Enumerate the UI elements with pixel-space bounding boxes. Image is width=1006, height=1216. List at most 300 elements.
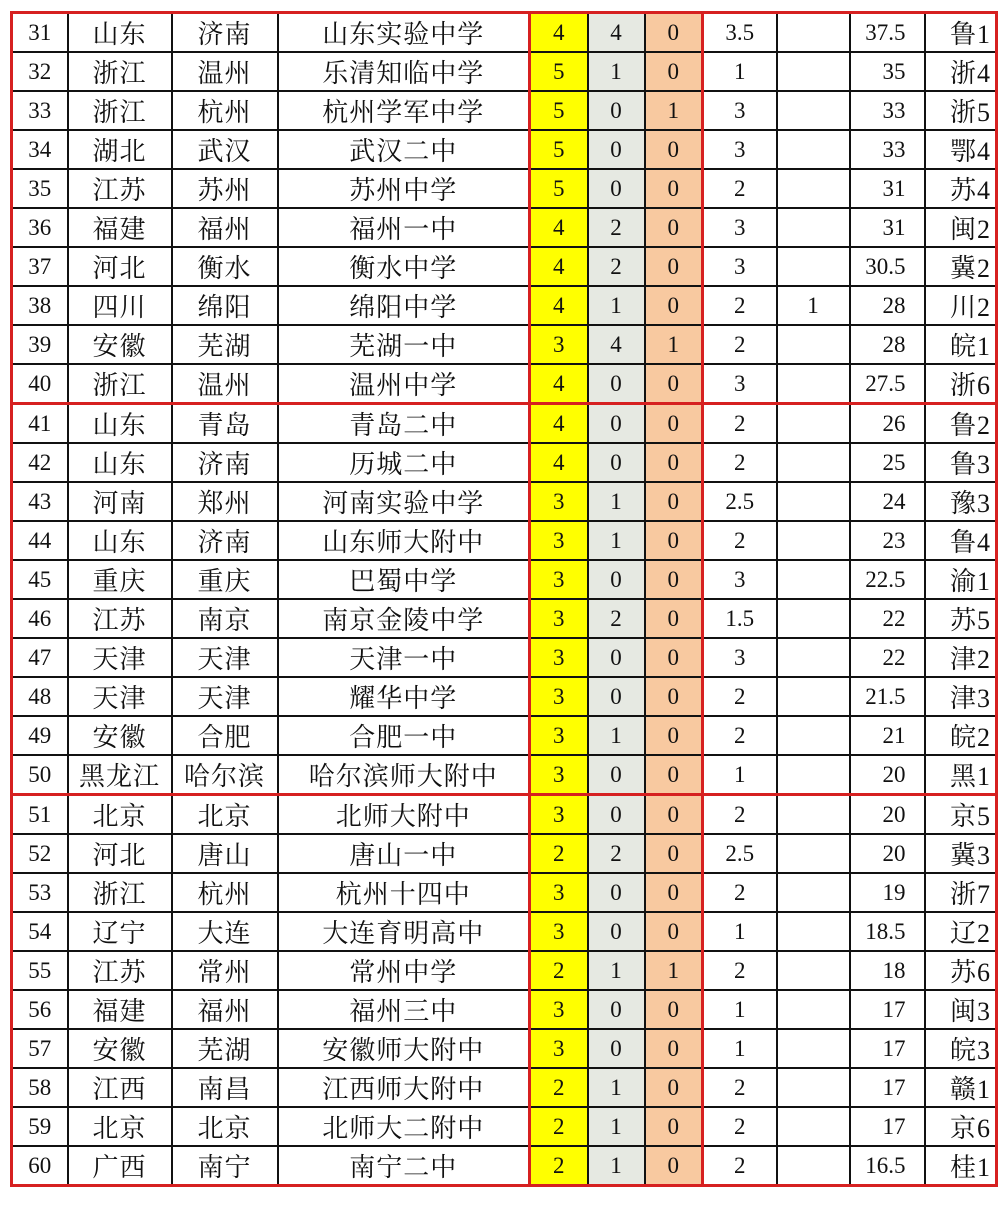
cell-col-gold: 3 xyxy=(530,560,588,599)
cell-col-silver: 4 xyxy=(588,325,645,364)
cell-rank: 58 xyxy=(12,1068,68,1107)
cell-province: 安徽 xyxy=(68,325,172,364)
cell-col-gold: 5 xyxy=(530,91,588,130)
cell-city: 济南 xyxy=(172,13,278,53)
cell-score: 17 xyxy=(850,1029,925,1068)
cell-col-extra-2 xyxy=(777,13,850,53)
cell-rank: 35 xyxy=(12,169,68,208)
cell-province: 江西 xyxy=(68,1068,172,1107)
cell-col-gold: 5 xyxy=(530,52,588,91)
cell-rank: 55 xyxy=(12,951,68,990)
cell-city: 杭州 xyxy=(172,91,278,130)
table-row xyxy=(12,755,997,795)
cell-code: 冀2 xyxy=(925,247,997,286)
cell-score: 20 xyxy=(850,795,925,835)
cell-col-extra-1: 1 xyxy=(703,990,777,1029)
cell-col-silver: 0 xyxy=(588,873,645,912)
cell-city: 武汉 xyxy=(172,130,278,169)
cell-col-silver: 0 xyxy=(588,638,645,677)
cell-province: 江苏 xyxy=(68,599,172,638)
cell-city: 天津 xyxy=(172,638,278,677)
cell-rank: 50 xyxy=(12,755,68,795)
cell-rank: 51 xyxy=(12,795,68,835)
cell-province: 福建 xyxy=(68,990,172,1029)
cell-code: 津3 xyxy=(925,677,997,716)
cell-code: 桂1 xyxy=(925,1146,997,1186)
cell-city: 芜湖 xyxy=(172,1029,278,1068)
cell-col-gold: 3 xyxy=(530,873,588,912)
cell-col-gold: 3 xyxy=(530,638,588,677)
cell-score: 22.5 xyxy=(850,560,925,599)
cell-col-extra-2 xyxy=(777,795,850,835)
cell-rank: 39 xyxy=(12,325,68,364)
cell-code: 京6 xyxy=(925,1107,997,1146)
cell-col-extra-2 xyxy=(777,364,850,404)
table-row xyxy=(12,1107,997,1146)
cell-rank: 33 xyxy=(12,91,68,130)
cell-city: 北京 xyxy=(172,795,278,835)
cell-score: 20 xyxy=(850,755,925,795)
cell-col-extra-1: 2 xyxy=(703,795,777,835)
cell-col-extra-1: 1.5 xyxy=(703,599,777,638)
cell-col-extra-2 xyxy=(777,873,850,912)
cell-col-extra-1: 3 xyxy=(703,247,777,286)
cell-col-silver: 0 xyxy=(588,130,645,169)
cell-col-extra-2 xyxy=(777,247,850,286)
cell-school: 河南实验中学 xyxy=(278,482,530,521)
cell-col-extra-1: 3 xyxy=(703,638,777,677)
cell-col-silver: 0 xyxy=(588,91,645,130)
cell-col-bronze: 0 xyxy=(645,13,703,53)
cell-col-extra-1: 2 xyxy=(703,951,777,990)
cell-score: 20 xyxy=(850,834,925,873)
cell-province: 山东 xyxy=(68,521,172,560)
cell-col-gold: 3 xyxy=(530,795,588,835)
cell-province: 浙江 xyxy=(68,52,172,91)
cell-code: 闽3 xyxy=(925,990,997,1029)
cell-score: 33 xyxy=(850,130,925,169)
cell-code: 皖1 xyxy=(925,325,997,364)
cell-col-bronze: 0 xyxy=(645,1107,703,1146)
cell-school: 武汉二中 xyxy=(278,130,530,169)
cell-col-silver: 2 xyxy=(588,834,645,873)
cell-score: 28 xyxy=(850,325,925,364)
cell-col-extra-2 xyxy=(777,755,850,795)
cell-school: 南宁二中 xyxy=(278,1146,530,1186)
table-row xyxy=(12,951,997,990)
table-row xyxy=(12,443,997,482)
cell-col-bronze: 0 xyxy=(645,873,703,912)
cell-city: 青岛 xyxy=(172,404,278,444)
cell-col-extra-2 xyxy=(777,521,850,560)
cell-col-silver: 2 xyxy=(588,208,645,247)
cell-rank: 38 xyxy=(12,286,68,325)
cell-col-extra-2 xyxy=(777,677,850,716)
table-row xyxy=(12,599,997,638)
cell-province: 山东 xyxy=(68,13,172,53)
cell-code: 鲁2 xyxy=(925,404,997,444)
cell-score: 22 xyxy=(850,599,925,638)
cell-rank: 49 xyxy=(12,716,68,755)
cell-col-extra-1: 2 xyxy=(703,677,777,716)
cell-col-bronze: 0 xyxy=(645,364,703,404)
cell-rank: 47 xyxy=(12,638,68,677)
cell-col-gold: 3 xyxy=(530,599,588,638)
cell-score: 35 xyxy=(850,52,925,91)
cell-province: 北京 xyxy=(68,795,172,835)
cell-school: 唐山一中 xyxy=(278,834,530,873)
cell-col-silver: 0 xyxy=(588,443,645,482)
cell-province: 浙江 xyxy=(68,873,172,912)
cell-col-extra-1: 1 xyxy=(703,1029,777,1068)
cell-school: 北师大附中 xyxy=(278,795,530,835)
cell-rank: 41 xyxy=(12,404,68,444)
cell-school: 山东实验中学 xyxy=(278,13,530,53)
cell-province: 福建 xyxy=(68,208,172,247)
cell-col-bronze: 0 xyxy=(645,208,703,247)
cell-score: 37.5 xyxy=(850,13,925,53)
cell-city: 南昌 xyxy=(172,1068,278,1107)
cell-col-gold: 4 xyxy=(530,247,588,286)
table-row xyxy=(12,364,997,404)
cell-col-gold: 3 xyxy=(530,755,588,795)
table-row xyxy=(12,677,997,716)
cell-col-bronze: 0 xyxy=(645,52,703,91)
cell-code: 豫3 xyxy=(925,482,997,521)
table-row xyxy=(12,716,997,755)
cell-score: 17 xyxy=(850,1107,925,1146)
table-row xyxy=(12,52,997,91)
cell-city: 衡水 xyxy=(172,247,278,286)
cell-col-silver: 1 xyxy=(588,286,645,325)
cell-col-gold: 4 xyxy=(530,208,588,247)
cell-col-silver: 0 xyxy=(588,404,645,444)
cell-code: 皖3 xyxy=(925,1029,997,1068)
cell-school: 山东师大附中 xyxy=(278,521,530,560)
cell-col-bronze: 0 xyxy=(645,286,703,325)
cell-province: 河南 xyxy=(68,482,172,521)
cell-col-silver: 0 xyxy=(588,1029,645,1068)
cell-col-bronze: 0 xyxy=(645,990,703,1029)
cell-city: 北京 xyxy=(172,1107,278,1146)
cell-province: 重庆 xyxy=(68,560,172,599)
cell-rank: 45 xyxy=(12,560,68,599)
cell-col-extra-2 xyxy=(777,560,850,599)
cell-col-gold: 4 xyxy=(530,443,588,482)
table-body xyxy=(12,13,997,1186)
cell-rank: 34 xyxy=(12,130,68,169)
cell-school: 巴蜀中学 xyxy=(278,560,530,599)
cell-col-gold: 4 xyxy=(530,286,588,325)
cell-rank: 36 xyxy=(12,208,68,247)
table-row xyxy=(12,1029,997,1068)
cell-code: 浙5 xyxy=(925,91,997,130)
cell-col-bronze: 0 xyxy=(645,677,703,716)
cell-code: 鄂4 xyxy=(925,130,997,169)
cell-col-silver: 0 xyxy=(588,677,645,716)
cell-school: 芜湖一中 xyxy=(278,325,530,364)
cell-score: 21 xyxy=(850,716,925,755)
cell-col-extra-1: 2 xyxy=(703,716,777,755)
cell-rank: 54 xyxy=(12,912,68,951)
cell-province: 天津 xyxy=(68,638,172,677)
cell-col-gold: 4 xyxy=(530,364,588,404)
cell-province: 北京 xyxy=(68,1107,172,1146)
school-ranking-table xyxy=(10,11,998,1187)
cell-school: 南京金陵中学 xyxy=(278,599,530,638)
cell-score: 24 xyxy=(850,482,925,521)
cell-col-bronze: 0 xyxy=(645,560,703,599)
cell-school: 福州三中 xyxy=(278,990,530,1029)
cell-rank: 44 xyxy=(12,521,68,560)
cell-col-bronze: 0 xyxy=(645,482,703,521)
cell-school: 杭州学军中学 xyxy=(278,91,530,130)
cell-col-extra-2 xyxy=(777,1029,850,1068)
cell-province: 江苏 xyxy=(68,169,172,208)
cell-col-gold: 3 xyxy=(530,325,588,364)
cell-col-extra-1: 2 xyxy=(703,1107,777,1146)
cell-col-silver: 1 xyxy=(588,1146,645,1186)
cell-col-silver: 1 xyxy=(588,521,645,560)
cell-city: 唐山 xyxy=(172,834,278,873)
cell-col-gold: 3 xyxy=(530,677,588,716)
cell-col-extra-1: 2 xyxy=(703,1068,777,1107)
cell-col-extra-2 xyxy=(777,716,850,755)
cell-school: 绵阳中学 xyxy=(278,286,530,325)
cell-col-extra-1: 1 xyxy=(703,755,777,795)
cell-col-gold: 5 xyxy=(530,130,588,169)
table-row xyxy=(12,560,997,599)
cell-school: 常州中学 xyxy=(278,951,530,990)
cell-code: 鲁3 xyxy=(925,443,997,482)
cell-code: 津2 xyxy=(925,638,997,677)
cell-col-extra-2 xyxy=(777,482,850,521)
cell-col-extra-1: 2 xyxy=(703,169,777,208)
cell-col-silver: 2 xyxy=(588,599,645,638)
cell-code: 苏6 xyxy=(925,951,997,990)
cell-code: 鲁1 xyxy=(925,13,997,53)
cell-col-bronze: 0 xyxy=(645,521,703,560)
cell-city: 南京 xyxy=(172,599,278,638)
cell-col-silver: 0 xyxy=(588,990,645,1029)
cell-score: 17 xyxy=(850,990,925,1029)
cell-school: 福州一中 xyxy=(278,208,530,247)
table-row xyxy=(12,404,997,444)
cell-score: 31 xyxy=(850,208,925,247)
cell-code: 黑1 xyxy=(925,755,997,795)
cell-col-bronze: 0 xyxy=(645,599,703,638)
cell-rank: 32 xyxy=(12,52,68,91)
table-row xyxy=(12,482,997,521)
cell-col-gold: 2 xyxy=(530,834,588,873)
cell-rank: 60 xyxy=(12,1146,68,1186)
cell-city: 合肥 xyxy=(172,716,278,755)
cell-col-bronze: 1 xyxy=(645,325,703,364)
cell-col-gold: 3 xyxy=(530,716,588,755)
cell-score: 30.5 xyxy=(850,247,925,286)
cell-col-extra-1: 1 xyxy=(703,912,777,951)
table-row xyxy=(12,286,997,325)
cell-province: 黑龙江 xyxy=(68,755,172,795)
cell-col-extra-1: 3 xyxy=(703,208,777,247)
cell-col-extra-1: 3.5 xyxy=(703,13,777,53)
cell-col-silver: 1 xyxy=(588,482,645,521)
cell-col-silver: 1 xyxy=(588,1107,645,1146)
table-row xyxy=(12,208,997,247)
cell-col-bronze: 0 xyxy=(645,1029,703,1068)
cell-school: 苏州中学 xyxy=(278,169,530,208)
cell-col-silver: 0 xyxy=(588,364,645,404)
cell-col-extra-2 xyxy=(777,1146,850,1186)
cell-col-bronze: 0 xyxy=(645,169,703,208)
cell-school: 耀华中学 xyxy=(278,677,530,716)
cell-col-silver: 0 xyxy=(588,912,645,951)
cell-col-extra-2 xyxy=(777,638,850,677)
cell-score: 27.5 xyxy=(850,364,925,404)
cell-col-gold: 5 xyxy=(530,169,588,208)
cell-col-extra-1: 3 xyxy=(703,130,777,169)
table-row xyxy=(12,834,997,873)
cell-col-silver: 0 xyxy=(588,169,645,208)
cell-code: 浙4 xyxy=(925,52,997,91)
cell-school: 青岛二中 xyxy=(278,404,530,444)
cell-province: 山东 xyxy=(68,404,172,444)
cell-col-bronze: 0 xyxy=(645,247,703,286)
cell-province: 山东 xyxy=(68,443,172,482)
cell-col-bronze: 0 xyxy=(645,755,703,795)
cell-col-gold: 2 xyxy=(530,1068,588,1107)
cell-col-extra-1: 2 xyxy=(703,325,777,364)
cell-province: 辽宁 xyxy=(68,912,172,951)
cell-city: 温州 xyxy=(172,52,278,91)
cell-school: 温州中学 xyxy=(278,364,530,404)
cell-score: 22 xyxy=(850,638,925,677)
cell-school: 天津一中 xyxy=(278,638,530,677)
cell-province: 浙江 xyxy=(68,91,172,130)
table-row xyxy=(12,13,997,53)
cell-score: 17 xyxy=(850,1068,925,1107)
cell-col-extra-1: 3 xyxy=(703,91,777,130)
cell-province: 河北 xyxy=(68,834,172,873)
table-row xyxy=(12,521,997,560)
cell-code: 闽2 xyxy=(925,208,997,247)
cell-city: 济南 xyxy=(172,443,278,482)
cell-rank: 48 xyxy=(12,677,68,716)
cell-col-gold: 3 xyxy=(530,482,588,521)
cell-rank: 37 xyxy=(12,247,68,286)
cell-col-bronze: 0 xyxy=(645,716,703,755)
cell-col-silver: 0 xyxy=(588,755,645,795)
cell-col-extra-2: 1 xyxy=(777,286,850,325)
cell-col-silver: 2 xyxy=(588,247,645,286)
table-row xyxy=(12,325,997,364)
cell-col-extra-1: 3 xyxy=(703,364,777,404)
cell-col-extra-2 xyxy=(777,169,850,208)
cell-school: 哈尔滨师大附中 xyxy=(278,755,530,795)
cell-col-bronze: 0 xyxy=(645,1068,703,1107)
cell-col-silver: 1 xyxy=(588,716,645,755)
cell-school: 衡水中学 xyxy=(278,247,530,286)
cell-code: 辽2 xyxy=(925,912,997,951)
table-row xyxy=(12,247,997,286)
cell-col-gold: 4 xyxy=(530,13,588,53)
cell-col-extra-2 xyxy=(777,912,850,951)
cell-school: 大连育明高中 xyxy=(278,912,530,951)
cell-col-gold: 4 xyxy=(530,404,588,444)
cell-province: 湖北 xyxy=(68,130,172,169)
cell-col-silver: 1 xyxy=(588,52,645,91)
cell-col-extra-1: 2 xyxy=(703,286,777,325)
cell-col-gold: 3 xyxy=(530,912,588,951)
cell-score: 18 xyxy=(850,951,925,990)
cell-school: 江西师大附中 xyxy=(278,1068,530,1107)
cell-code: 苏4 xyxy=(925,169,997,208)
table-row xyxy=(12,1068,997,1107)
cell-col-extra-1: 2 xyxy=(703,1146,777,1186)
cell-score: 16.5 xyxy=(850,1146,925,1186)
cell-col-bronze: 0 xyxy=(645,638,703,677)
cell-col-silver: 4 xyxy=(588,13,645,53)
cell-rank: 57 xyxy=(12,1029,68,1068)
cell-province: 河北 xyxy=(68,247,172,286)
cell-score: 23 xyxy=(850,521,925,560)
cell-city: 天津 xyxy=(172,677,278,716)
cell-rank: 46 xyxy=(12,599,68,638)
cell-col-extra-1: 2 xyxy=(703,404,777,444)
cell-col-bronze: 1 xyxy=(645,91,703,130)
cell-city: 芜湖 xyxy=(172,325,278,364)
table-row xyxy=(12,990,997,1029)
cell-code: 苏5 xyxy=(925,599,997,638)
cell-score: 26 xyxy=(850,404,925,444)
cell-col-bronze: 0 xyxy=(645,130,703,169)
cell-rank: 52 xyxy=(12,834,68,873)
cell-city: 福州 xyxy=(172,208,278,247)
cell-code: 浙7 xyxy=(925,873,997,912)
cell-score: 21.5 xyxy=(850,677,925,716)
cell-province: 天津 xyxy=(68,677,172,716)
cell-col-silver: 1 xyxy=(588,951,645,990)
cell-col-bronze: 0 xyxy=(645,834,703,873)
cell-col-bronze: 0 xyxy=(645,912,703,951)
cell-col-extra-2 xyxy=(777,990,850,1029)
cell-col-extra-2 xyxy=(777,1107,850,1146)
cell-col-silver: 1 xyxy=(588,1068,645,1107)
cell-school: 杭州十四中 xyxy=(278,873,530,912)
cell-col-extra-2 xyxy=(777,208,850,247)
cell-col-extra-2 xyxy=(777,951,850,990)
cell-province: 安徽 xyxy=(68,716,172,755)
cell-score: 31 xyxy=(850,169,925,208)
cell-province: 广西 xyxy=(68,1146,172,1186)
cell-col-bronze: 0 xyxy=(645,795,703,835)
cell-code: 皖2 xyxy=(925,716,997,755)
table-row xyxy=(12,912,997,951)
cell-col-bronze: 0 xyxy=(645,1146,703,1186)
cell-city: 绵阳 xyxy=(172,286,278,325)
cell-rank: 56 xyxy=(12,990,68,1029)
cell-col-gold: 3 xyxy=(530,1029,588,1068)
cell-rank: 53 xyxy=(12,873,68,912)
table-row xyxy=(12,1146,997,1186)
cell-code: 冀3 xyxy=(925,834,997,873)
cell-col-extra-2 xyxy=(777,91,850,130)
cell-col-extra-2 xyxy=(777,443,850,482)
cell-col-gold: 3 xyxy=(530,990,588,1029)
cell-col-gold: 2 xyxy=(530,1146,588,1186)
cell-city: 郑州 xyxy=(172,482,278,521)
cell-city: 常州 xyxy=(172,951,278,990)
